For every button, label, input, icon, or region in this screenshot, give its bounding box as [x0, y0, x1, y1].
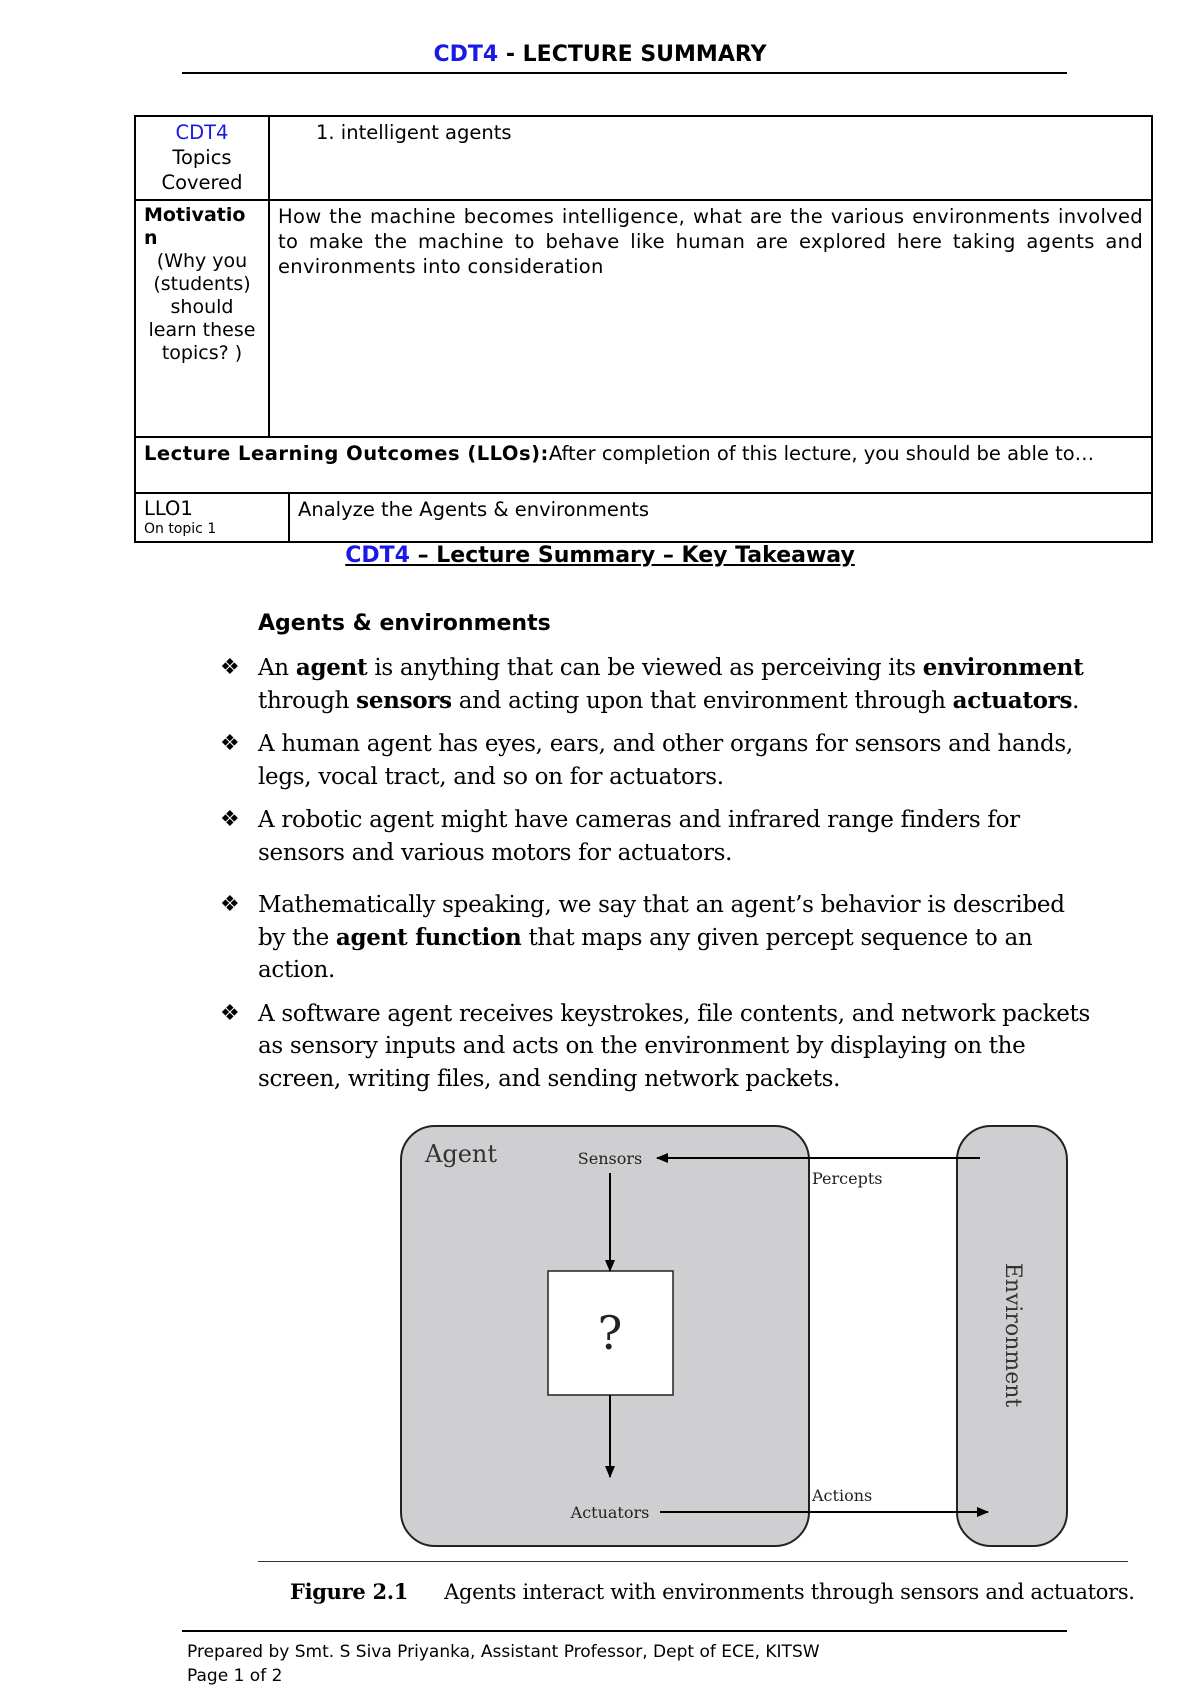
page-total: 2 [271, 1666, 283, 1686]
footer-prepared-by: Prepared by Smt. S Siva Priyanka, Assistant Professor, Dept of ECE, KITSW [187, 1642, 820, 1662]
bullet-item [220, 804, 1090, 869]
bullet-text: An [258, 655, 296, 681]
llo-heading-bold: Lecture Learning Outcomes (LLOs): [144, 442, 549, 465]
diamond-bullet-icon: ❖ [220, 655, 240, 680]
diamond-bullet-icon: ❖ [220, 892, 240, 917]
llo1-sub: On topic 1 [144, 521, 217, 537]
topics-row [135, 116, 1152, 200]
llo-heading-row [135, 437, 1152, 493]
agent-environment-figure [400, 1125, 1080, 1550]
bullet-text: is anything that can be viewed as perceiving its [367, 655, 923, 681]
figure-caption-number: Figure 2.1 [290, 1579, 409, 1604]
question-mark: ? [597, 1306, 623, 1360]
llo1-row [135, 493, 1152, 542]
environment-label: Environment [1000, 1262, 1025, 1408]
llo1-label-cell [135, 493, 289, 542]
llo-heading-rest: After completion of this lecture, you should be able to… [548, 442, 1095, 465]
bullet-bold-text: environment [922, 654, 1084, 681]
bullet-item [220, 889, 1090, 987]
diamond-bullet-icon: ❖ [220, 731, 240, 756]
topics-cell [269, 116, 1152, 200]
summary-table [134, 115, 1153, 543]
motivation-label-rest: (Why you (students) should learn these topics? ) [148, 250, 256, 364]
agent-label: Agent [425, 1140, 497, 1168]
figure-caption-text: Agents interact with environments through sensors and actuators. [444, 1580, 1135, 1604]
bullet-text: A human agent has eyes, ears, and other organs for sensors and hands, legs, vocal tract, and so on for actuators. [258, 731, 1073, 790]
page-of: of [244, 1666, 272, 1686]
key-takeaway-code: CDT4 [345, 543, 410, 568]
bullet-text: A robotic agent might have cameras and infrared range finders for sensors and various motors for actuators. [258, 807, 1020, 866]
motivation-label-cell [135, 200, 269, 437]
bullet-bold-text: agent function [335, 923, 522, 951]
page-footer [187, 1640, 820, 1688]
bullet-bold-text: sensors [356, 686, 452, 714]
percepts-label: Percepts [812, 1169, 883, 1188]
llo1-text: Analyze the Agents & environments [298, 498, 650, 521]
bullet-text: A software agent receives keystrokes, file contents, and network packets as sensory inputs and acts on the environment by displaying on the screen, writing files, and sending network packets. [258, 1000, 1090, 1092]
page-prefix: Page [187, 1666, 234, 1686]
topics-label-code: CDT4 [175, 121, 229, 144]
bullet-text: Mathematically speaking, we say that an agent’s behavior is described by the [258, 892, 1065, 951]
bullet-list [220, 652, 1090, 1106]
figure-svg [400, 1125, 1080, 1550]
diamond-bullet-icon: ❖ [220, 807, 240, 832]
motivation-label-bold: Motivatio n [144, 204, 246, 249]
bullet-bold-text: agent [295, 654, 368, 681]
actions-label: Actions [812, 1486, 873, 1505]
bullet-text: and acting upon that environment through [451, 687, 953, 714]
topics-label-rest: Topics Covered [161, 146, 243, 194]
figure-caption-rule [258, 1561, 1128, 1562]
actuators-label: Actuators [570, 1503, 650, 1522]
header-code: CDT4 [433, 42, 499, 67]
page-current: 1 [233, 1666, 245, 1686]
motivation-row [135, 200, 1152, 437]
topics-label-cell [135, 116, 269, 200]
bullet-item [220, 728, 1090, 793]
header-separator: - [498, 42, 523, 67]
key-takeaway-title [0, 543, 1200, 568]
header-rule [182, 72, 1067, 74]
bullet-bold-text: actuators [952, 686, 1073, 714]
header-title: LECTURE SUMMARY [522, 42, 767, 67]
motivation-text: How the machine becomes intelligence, what are the various environments involved to make the machine to behave like human are explored here taking agents and environments into consideration [278, 205, 1143, 278]
page-header [0, 42, 1200, 67]
bullet-text: . [1072, 687, 1080, 714]
bullet-text: that maps any given percept sequence to an action. [258, 924, 1033, 983]
footer-rule [182, 1630, 1067, 1632]
footer-page-number [187, 1664, 820, 1688]
llo1-label: LLO1 [144, 497, 193, 520]
llo1-text-cell [289, 493, 1152, 542]
llo-heading-cell [135, 437, 1152, 493]
figure-caption [290, 1579, 1135, 1604]
sensors-label: Sensors [577, 1149, 643, 1168]
topic-item: 1. intelligent agents [316, 121, 512, 144]
bullet-text: through [258, 687, 357, 714]
key-takeaway-rest: – Lecture Summary – Key Takeaway [409, 543, 855, 568]
diamond-bullet-icon: ❖ [220, 1000, 240, 1026]
bullet-item [220, 652, 1090, 717]
bullet-item [220, 998, 1090, 1096]
motivation-cell [269, 200, 1152, 437]
section-title: Agents & environments [258, 611, 551, 636]
